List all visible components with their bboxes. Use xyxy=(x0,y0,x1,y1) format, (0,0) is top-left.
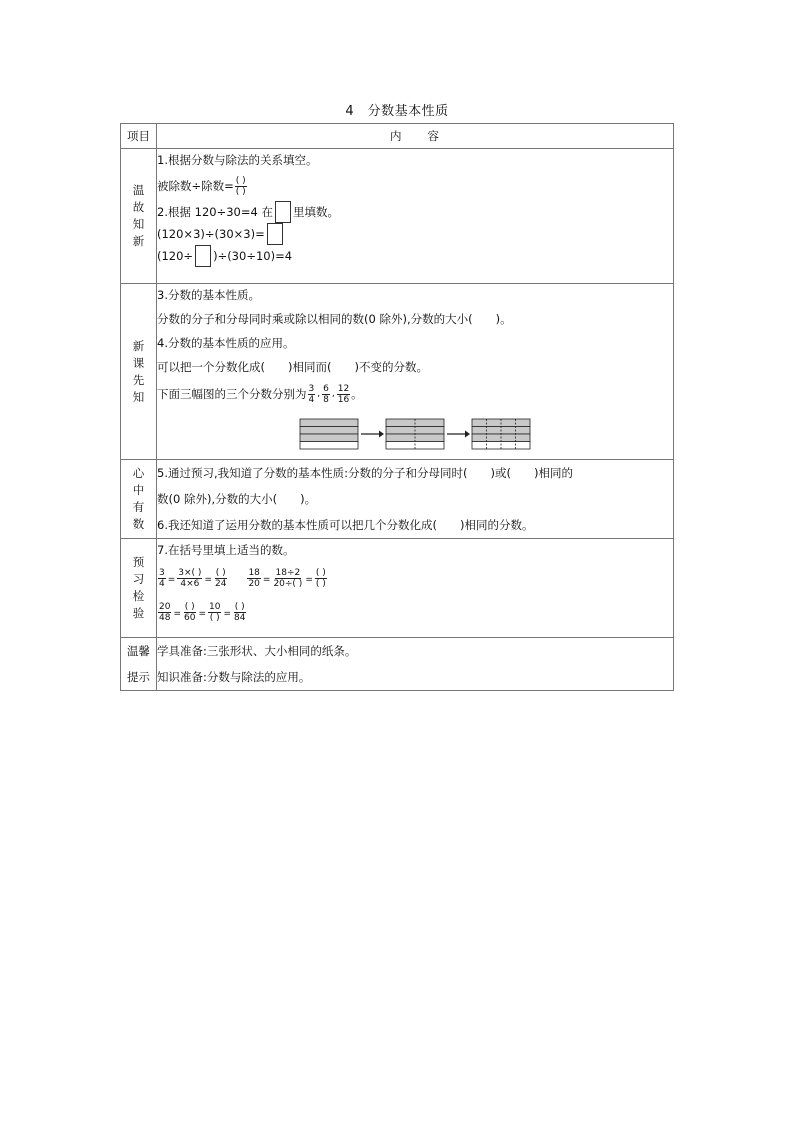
arrow-icon xyxy=(359,429,385,439)
row-review xyxy=(121,149,674,284)
fraction: $\frac{( )}{24}$ xyxy=(214,567,227,589)
answer-box xyxy=(195,245,211,267)
q7-row2 xyxy=(157,595,673,629)
q5-line2: 数(0 除外),分数的大小( )。 xyxy=(157,492,317,506)
q3-text: 分数的分子和分母同时乘或除以相同的数(0 除外),分数的大小( )。 xyxy=(157,312,512,326)
label-new: 新课先知 xyxy=(132,338,145,404)
q5-line1: 5.通过预习,我知道了分数的基本性质:分数的分子和分母同时( )或( )相同的 xyxy=(157,466,573,480)
fraction: $\frac{18\div 2}{20\div( )}$ xyxy=(273,567,303,589)
equation-1 xyxy=(157,568,228,589)
answer-box xyxy=(275,201,291,223)
equals-sign: = xyxy=(223,608,231,619)
q4-title: 4.分数的基本性质的应用。 xyxy=(157,336,295,350)
fraction-strips-diagram xyxy=(157,408,673,454)
q6-line: 6.我还知道了运用分数的基本性质可以把几个分数化成( )相同的分数。 xyxy=(157,518,534,532)
q3-title: 3.分数的基本性质。 xyxy=(157,288,260,302)
header-item: 项目 xyxy=(121,124,157,149)
fraction: $\frac{3\times( )}{4\times 6}$ xyxy=(178,567,202,589)
equals-sign: = xyxy=(305,574,313,585)
q4-fractions-line: 下面三幅图的三个分数分别为 $\frac{3}{4}$ , $\frac{6}{8}$ , $\frac{12}{16}$ 。 xyxy=(157,383,363,405)
fraction: $\frac{3}{4}$ xyxy=(159,567,165,589)
tips-line2: 知识准备:分数与除法的应用。 xyxy=(157,670,311,684)
q2-line2: (120÷ )÷(30÷10)=4 xyxy=(157,245,673,267)
equals-sign: = xyxy=(173,608,181,619)
equation-3 xyxy=(157,602,247,623)
q1-line: 被除数÷除数= $\frac{( )}{( )}$ xyxy=(157,175,246,197)
fraction: $\frac{( )}{( )}$ xyxy=(315,567,326,589)
q1-fraction: $\frac{( )}{( )}$ xyxy=(235,175,246,197)
q1-title: 1.根据分数与除法的关系填空。 xyxy=(157,153,318,167)
fraction-2: $\frac{6}{8}$ xyxy=(323,383,329,405)
label-review: 温故知新 xyxy=(132,183,145,248)
header-content: 内 容 xyxy=(157,124,674,149)
equals-sign: = xyxy=(262,574,271,585)
answer-box xyxy=(267,223,283,245)
row-check xyxy=(121,539,674,638)
equals-sign: = xyxy=(198,608,206,619)
preview-table xyxy=(120,123,674,691)
q7-row1 xyxy=(157,561,673,595)
label-mind: 心中有数 xyxy=(132,466,145,531)
fraction: $\frac{10}{( )}$ xyxy=(209,601,221,623)
strip-quarters xyxy=(299,418,359,450)
row-new xyxy=(121,284,674,460)
row-tips xyxy=(121,638,674,691)
equals-sign: = xyxy=(204,574,212,585)
strip-row xyxy=(300,434,358,442)
q7-title: 7.在括号里填上适当的数。 xyxy=(157,543,295,557)
page-title: 4 分数基本性质 xyxy=(345,104,449,119)
strip-sixteenths xyxy=(471,418,531,450)
label-tips-2: 提示 xyxy=(127,670,150,684)
fraction: $\frac{( )}{60}$ xyxy=(184,601,196,623)
q2-title: 2.根据 120÷30=4 在 里填数。 xyxy=(157,201,673,223)
strip-row xyxy=(300,442,358,450)
tips-line1: 学具准备:三张形状、大小相同的纸条。 xyxy=(157,644,357,658)
strip-row xyxy=(300,427,358,435)
fraction: $\frac{( )}{84}$ xyxy=(234,601,246,623)
fraction-1: $\frac{3}{4}$ xyxy=(308,383,315,405)
q2-line1: (120×3)÷(30×3)= xyxy=(157,223,673,245)
fraction: $\frac{18}{20}$ xyxy=(248,567,260,589)
label-tips-1: 温馨 xyxy=(127,644,150,658)
strip-eighths xyxy=(385,418,445,450)
table-header-row xyxy=(121,124,674,149)
label-check: 预习检验 xyxy=(132,555,145,620)
fraction: $\frac{20}{48}$ xyxy=(159,601,171,623)
fraction-3: $\frac{12}{16}$ xyxy=(337,383,350,405)
equals-sign: = xyxy=(167,574,176,585)
row-mind xyxy=(121,460,674,539)
arrow-icon xyxy=(445,429,471,439)
q4-text: 可以把一个分数化成( )相同而( )不变的分数。 xyxy=(157,360,428,374)
strip-row xyxy=(300,419,358,427)
equation-2 xyxy=(246,568,327,589)
